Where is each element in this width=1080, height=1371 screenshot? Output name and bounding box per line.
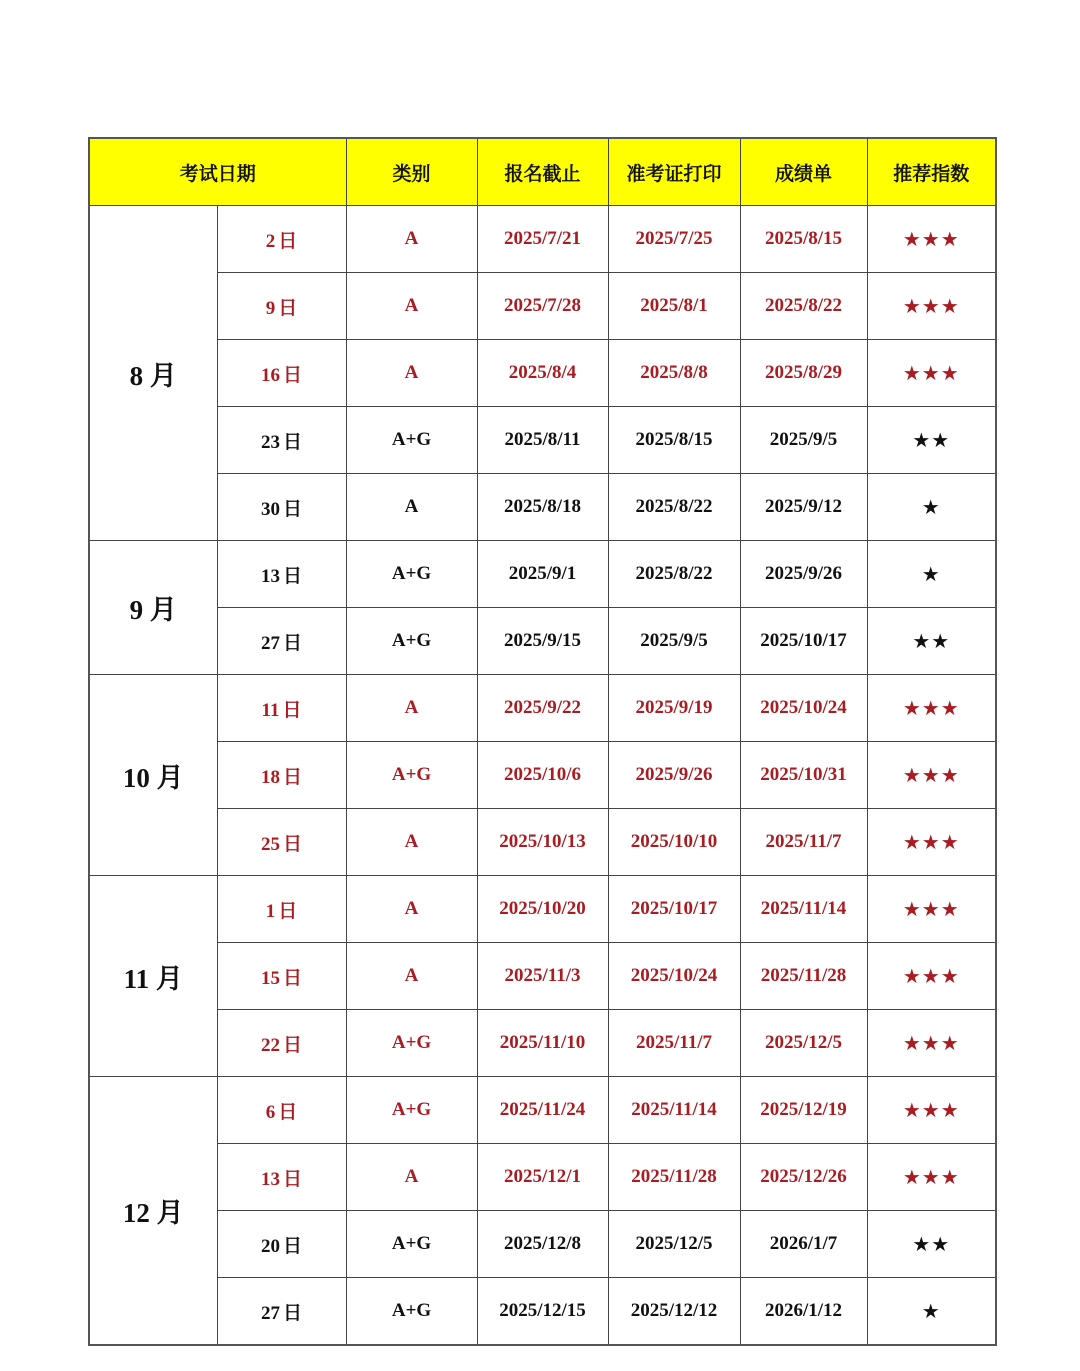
day-cell <box>217 273 346 340</box>
score-report-cell: 2025/12/5 <box>740 1010 867 1077</box>
day-cell <box>217 809 346 876</box>
registration-deadline-cell: 2025/9/22 <box>477 675 608 742</box>
table-row <box>89 340 996 407</box>
exam-type-cell: A <box>346 809 477 876</box>
day-unit: 日 <box>283 1033 303 1056</box>
exam-type-cell: A+G <box>346 1211 477 1278</box>
table-row <box>89 876 996 943</box>
rating-stars-cell: ★★★ <box>867 809 996 876</box>
admission-print-cell: 2025/12/5 <box>608 1211 740 1278</box>
month-cell: 10 月 <box>89 675 217 876</box>
score-report-cell: 2025/11/14 <box>740 876 867 943</box>
score-report-cell: 2025/11/28 <box>740 943 867 1010</box>
rating-stars-cell: ★★★ <box>867 1144 996 1211</box>
exam-type-cell: A+G <box>346 1077 477 1144</box>
rating-stars-cell: ★★ <box>867 407 996 474</box>
score-report-cell: 2025/8/22 <box>740 273 867 340</box>
rating-stars-cell: ★★★ <box>867 675 996 742</box>
month-cell: 9 月 <box>89 541 217 675</box>
score-report-cell: 2025/12/19 <box>740 1077 867 1144</box>
table-row <box>89 608 996 675</box>
rating-stars-cell: ★ <box>867 474 996 541</box>
day-number: 30 <box>261 498 280 520</box>
registration-deadline-cell: 2025/10/6 <box>477 742 608 809</box>
admission-print-cell: 2025/10/24 <box>608 943 740 1010</box>
registration-deadline-cell: 2025/11/3 <box>477 943 608 1010</box>
table-row <box>89 1211 996 1278</box>
day-number: 27 <box>261 632 280 654</box>
registration-deadline-cell: 2025/8/4 <box>477 340 608 407</box>
admission-print-cell: 2025/8/22 <box>608 474 740 541</box>
table-row <box>89 943 996 1010</box>
day-unit: 日 <box>283 832 303 855</box>
table-row <box>89 541 996 608</box>
day-unit: 日 <box>283 497 303 520</box>
rating-stars-cell: ★ <box>867 541 996 608</box>
score-report-cell: 2025/8/29 <box>740 340 867 407</box>
month-cell: 8 月 <box>89 206 217 541</box>
admission-print-cell: 2025/11/7 <box>608 1010 740 1077</box>
day-cell <box>217 608 346 675</box>
score-report-cell: 2025/12/26 <box>740 1144 867 1211</box>
day-unit: 日 <box>278 229 298 252</box>
admission-print-cell: 2025/8/22 <box>608 541 740 608</box>
exam-type-cell: A+G <box>346 608 477 675</box>
month-cell: 11 月 <box>89 876 217 1077</box>
registration-deadline-cell: 2025/9/15 <box>477 608 608 675</box>
table-row <box>89 1010 996 1077</box>
registration-deadline-cell: 2025/12/8 <box>477 1211 608 1278</box>
rating-stars-cell: ★★★ <box>867 1077 996 1144</box>
rating-stars-cell: ★★★ <box>867 1010 996 1077</box>
exam-type-cell: A+G <box>346 541 477 608</box>
header-admission-ticket-print: 准考证打印 <box>608 138 740 206</box>
admission-print-cell: 2025/9/26 <box>608 742 740 809</box>
score-report-cell: 2025/9/26 <box>740 541 867 608</box>
day-number: 11 <box>261 699 280 721</box>
registration-deadline-cell: 2025/10/20 <box>477 876 608 943</box>
exam-type-cell: A <box>346 474 477 541</box>
table-row <box>89 273 996 340</box>
registration-deadline-cell: 2025/9/1 <box>477 541 608 608</box>
registration-deadline-cell: 2025/8/18 <box>477 474 608 541</box>
day-unit: 日 <box>283 631 303 654</box>
day-unit: 日 <box>278 899 298 922</box>
score-report-cell: 2025/10/17 <box>740 608 867 675</box>
day-number: 22 <box>261 1034 280 1056</box>
day-unit: 日 <box>283 966 303 989</box>
admission-print-cell: 2025/10/10 <box>608 809 740 876</box>
day-cell <box>217 206 346 273</box>
score-report-cell: 2025/10/31 <box>740 742 867 809</box>
exam-schedule-table <box>88 137 997 1346</box>
day-number: 16 <box>261 364 280 386</box>
exam-type-cell: A+G <box>346 1010 477 1077</box>
day-cell <box>217 1278 346 1346</box>
exam-type-cell: A <box>346 1144 477 1211</box>
registration-deadline-cell: 2025/12/15 <box>477 1278 608 1346</box>
admission-print-cell: 2025/12/12 <box>608 1278 740 1346</box>
day-number: 18 <box>261 766 280 788</box>
day-number: 13 <box>261 565 280 587</box>
rating-stars-cell: ★★★ <box>867 876 996 943</box>
day-unit: 日 <box>283 1167 303 1190</box>
day-cell <box>217 1144 346 1211</box>
header-score-report: 成绩单 <box>740 138 867 206</box>
admission-print-cell: 2025/9/19 <box>608 675 740 742</box>
day-number: 20 <box>261 1235 280 1257</box>
day-number: 25 <box>261 833 280 855</box>
admission-print-cell: 2025/8/8 <box>608 340 740 407</box>
score-report-cell: 2025/8/15 <box>740 206 867 273</box>
exam-type-cell: A+G <box>346 742 477 809</box>
header-registration-deadline: 报名截止 <box>477 138 608 206</box>
exam-type-cell: A <box>346 675 477 742</box>
day-number: 6 <box>265 1101 276 1123</box>
day-unit: 日 <box>283 1234 303 1257</box>
day-number: 13 <box>261 1168 280 1190</box>
rating-stars-cell: ★★★ <box>867 273 996 340</box>
rating-stars-cell: ★★★ <box>867 206 996 273</box>
day-unit: 日 <box>282 698 302 721</box>
day-cell <box>217 541 346 608</box>
registration-deadline-cell: 2025/8/11 <box>477 407 608 474</box>
table-row <box>89 407 996 474</box>
day-cell <box>217 474 346 541</box>
registration-deadline-cell: 2025/11/10 <box>477 1010 608 1077</box>
exam-type-cell: A <box>346 206 477 273</box>
table-row <box>89 1144 996 1211</box>
table-row <box>89 1077 996 1144</box>
exam-type-cell: A <box>346 876 477 943</box>
admission-print-cell: 2025/7/25 <box>608 206 740 273</box>
header-type: 类别 <box>346 138 477 206</box>
day-cell <box>217 1010 346 1077</box>
day-unit: 日 <box>278 1100 298 1123</box>
day-number: 15 <box>261 967 280 989</box>
score-report-cell: 2026/1/12 <box>740 1278 867 1346</box>
table-row <box>89 474 996 541</box>
table-row <box>89 206 996 273</box>
day-unit: 日 <box>283 363 303 386</box>
day-unit: 日 <box>283 765 303 788</box>
day-cell <box>217 1077 346 1144</box>
admission-print-cell: 2025/10/17 <box>608 876 740 943</box>
admission-print-cell: 2025/11/14 <box>608 1077 740 1144</box>
day-cell <box>217 407 346 474</box>
score-report-cell: 2025/9/12 <box>740 474 867 541</box>
day-number: 2 <box>265 230 276 252</box>
day-cell <box>217 876 346 943</box>
month-cell: 12 月 <box>89 1077 217 1346</box>
table-row <box>89 809 996 876</box>
admission-print-cell: 2025/9/5 <box>608 608 740 675</box>
rating-stars-cell: ★ <box>867 1278 996 1346</box>
rating-stars-cell: ★★ <box>867 608 996 675</box>
day-cell <box>217 1211 346 1278</box>
day-unit: 日 <box>283 1301 303 1324</box>
registration-deadline-cell: 2025/10/13 <box>477 809 608 876</box>
day-number: 27 <box>261 1302 280 1324</box>
rating-stars-cell: ★★★ <box>867 742 996 809</box>
rating-stars-cell: ★★★ <box>867 943 996 1010</box>
exam-type-cell: A <box>346 340 477 407</box>
day-cell <box>217 943 346 1010</box>
table-row <box>89 675 996 742</box>
registration-deadline-cell: 2025/7/21 <box>477 206 608 273</box>
registration-deadline-cell: 2025/7/28 <box>477 273 608 340</box>
table-row <box>89 742 996 809</box>
day-number: 23 <box>261 431 280 453</box>
registration-deadline-cell: 2025/11/24 <box>477 1077 608 1144</box>
day-number: 1 <box>265 900 276 922</box>
rating-stars-cell: ★★★ <box>867 340 996 407</box>
registration-deadline-cell: 2025/12/1 <box>477 1144 608 1211</box>
admission-print-cell: 2025/8/15 <box>608 407 740 474</box>
table-row <box>89 1278 996 1346</box>
score-report-cell: 2026/1/7 <box>740 1211 867 1278</box>
header-row <box>89 138 996 206</box>
schedule-body <box>89 206 996 1346</box>
exam-type-cell: A <box>346 943 477 1010</box>
header-recommendation-rating: 推荐指数 <box>867 138 996 206</box>
score-report-cell: 2025/11/7 <box>740 809 867 876</box>
day-cell <box>217 675 346 742</box>
exam-type-cell: A+G <box>346 407 477 474</box>
day-unit: 日 <box>278 296 298 319</box>
score-report-cell: 2025/10/24 <box>740 675 867 742</box>
exam-type-cell: A <box>346 273 477 340</box>
day-cell <box>217 340 346 407</box>
rating-stars-cell: ★★ <box>867 1211 996 1278</box>
day-number: 9 <box>265 297 276 319</box>
exam-type-cell: A+G <box>346 1278 477 1346</box>
day-unit: 日 <box>283 564 303 587</box>
day-cell <box>217 742 346 809</box>
header-exam-date: 考试日期 <box>89 138 346 206</box>
day-unit: 日 <box>283 430 303 453</box>
admission-print-cell: 2025/8/1 <box>608 273 740 340</box>
score-report-cell: 2025/9/5 <box>740 407 867 474</box>
admission-print-cell: 2025/11/28 <box>608 1144 740 1211</box>
